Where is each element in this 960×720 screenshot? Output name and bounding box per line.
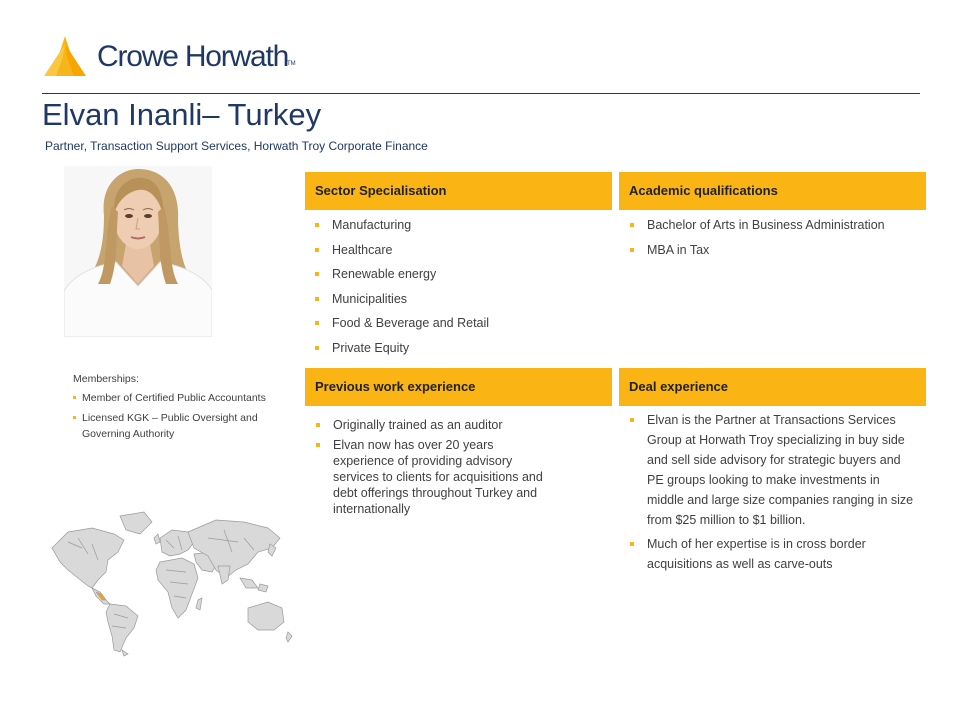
list-item: Food & Beverage and Retail [314,315,604,340]
crowe-horwath-logo [40,34,310,80]
deal-experience-list [629,410,919,578]
list-item: Renewable energy [314,266,604,291]
logo-trademark: TM [287,61,296,67]
logo-wordmark: Crowe Horwath [97,40,289,73]
list-item: Manufacturing [314,217,604,242]
deal-experience-header: Deal experience [619,368,926,406]
previous-work-experience-header: Previous work experience [305,368,612,406]
sector-list [314,217,604,364]
page-subtitle: Partner, Transaction Support Services, Horwath Troy Corporate Finance [45,139,428,153]
sector-specialisation-header: Sector Specialisation [305,172,612,210]
list-item: Elvan is the Partner at Transactions Services Group at Horwath Troy specializing in buy side and sell side advisory for strategic buyers and PE groups looking to make investments in middle and large size companies ranging in size from $25 million to $1 billion. [629,410,919,530]
list-item: Much of her expertise is in cross border acquisitions as well as carve-outs [629,534,919,574]
memberships-list [73,390,293,442]
list-item: Member of Certified Public Accountants [73,390,293,406]
world-map [48,508,296,658]
list-item: Healthcare [314,242,604,267]
list-item: Originally trained as an auditor [315,417,555,433]
memberships-block [73,373,293,446]
list-item: Licensed KGK – Public Oversight and Governing Authority [73,410,293,442]
page-title: Elvan Inanli– Turkey [42,97,322,132]
list-item: Municipalities [314,291,604,316]
list-item: MBA in Tax [629,242,924,267]
crowe-logo-icon [40,34,90,78]
academic-list [629,217,924,266]
memberships-title: Memberships: [73,373,139,385]
list-item: Private Equity [314,340,604,365]
academic-qualifications-header: Academic qualifications [619,172,926,210]
list-item: Bachelor of Arts in Business Administration [629,217,924,242]
list-item: Elvan now has over 20 years experience of providing advisory services to clients for acquisitions and debt offerings throughout Turkey and internationally [315,437,555,517]
previous-work-list [315,417,555,521]
header-divider [42,93,920,94]
portrait-photo [64,166,212,337]
